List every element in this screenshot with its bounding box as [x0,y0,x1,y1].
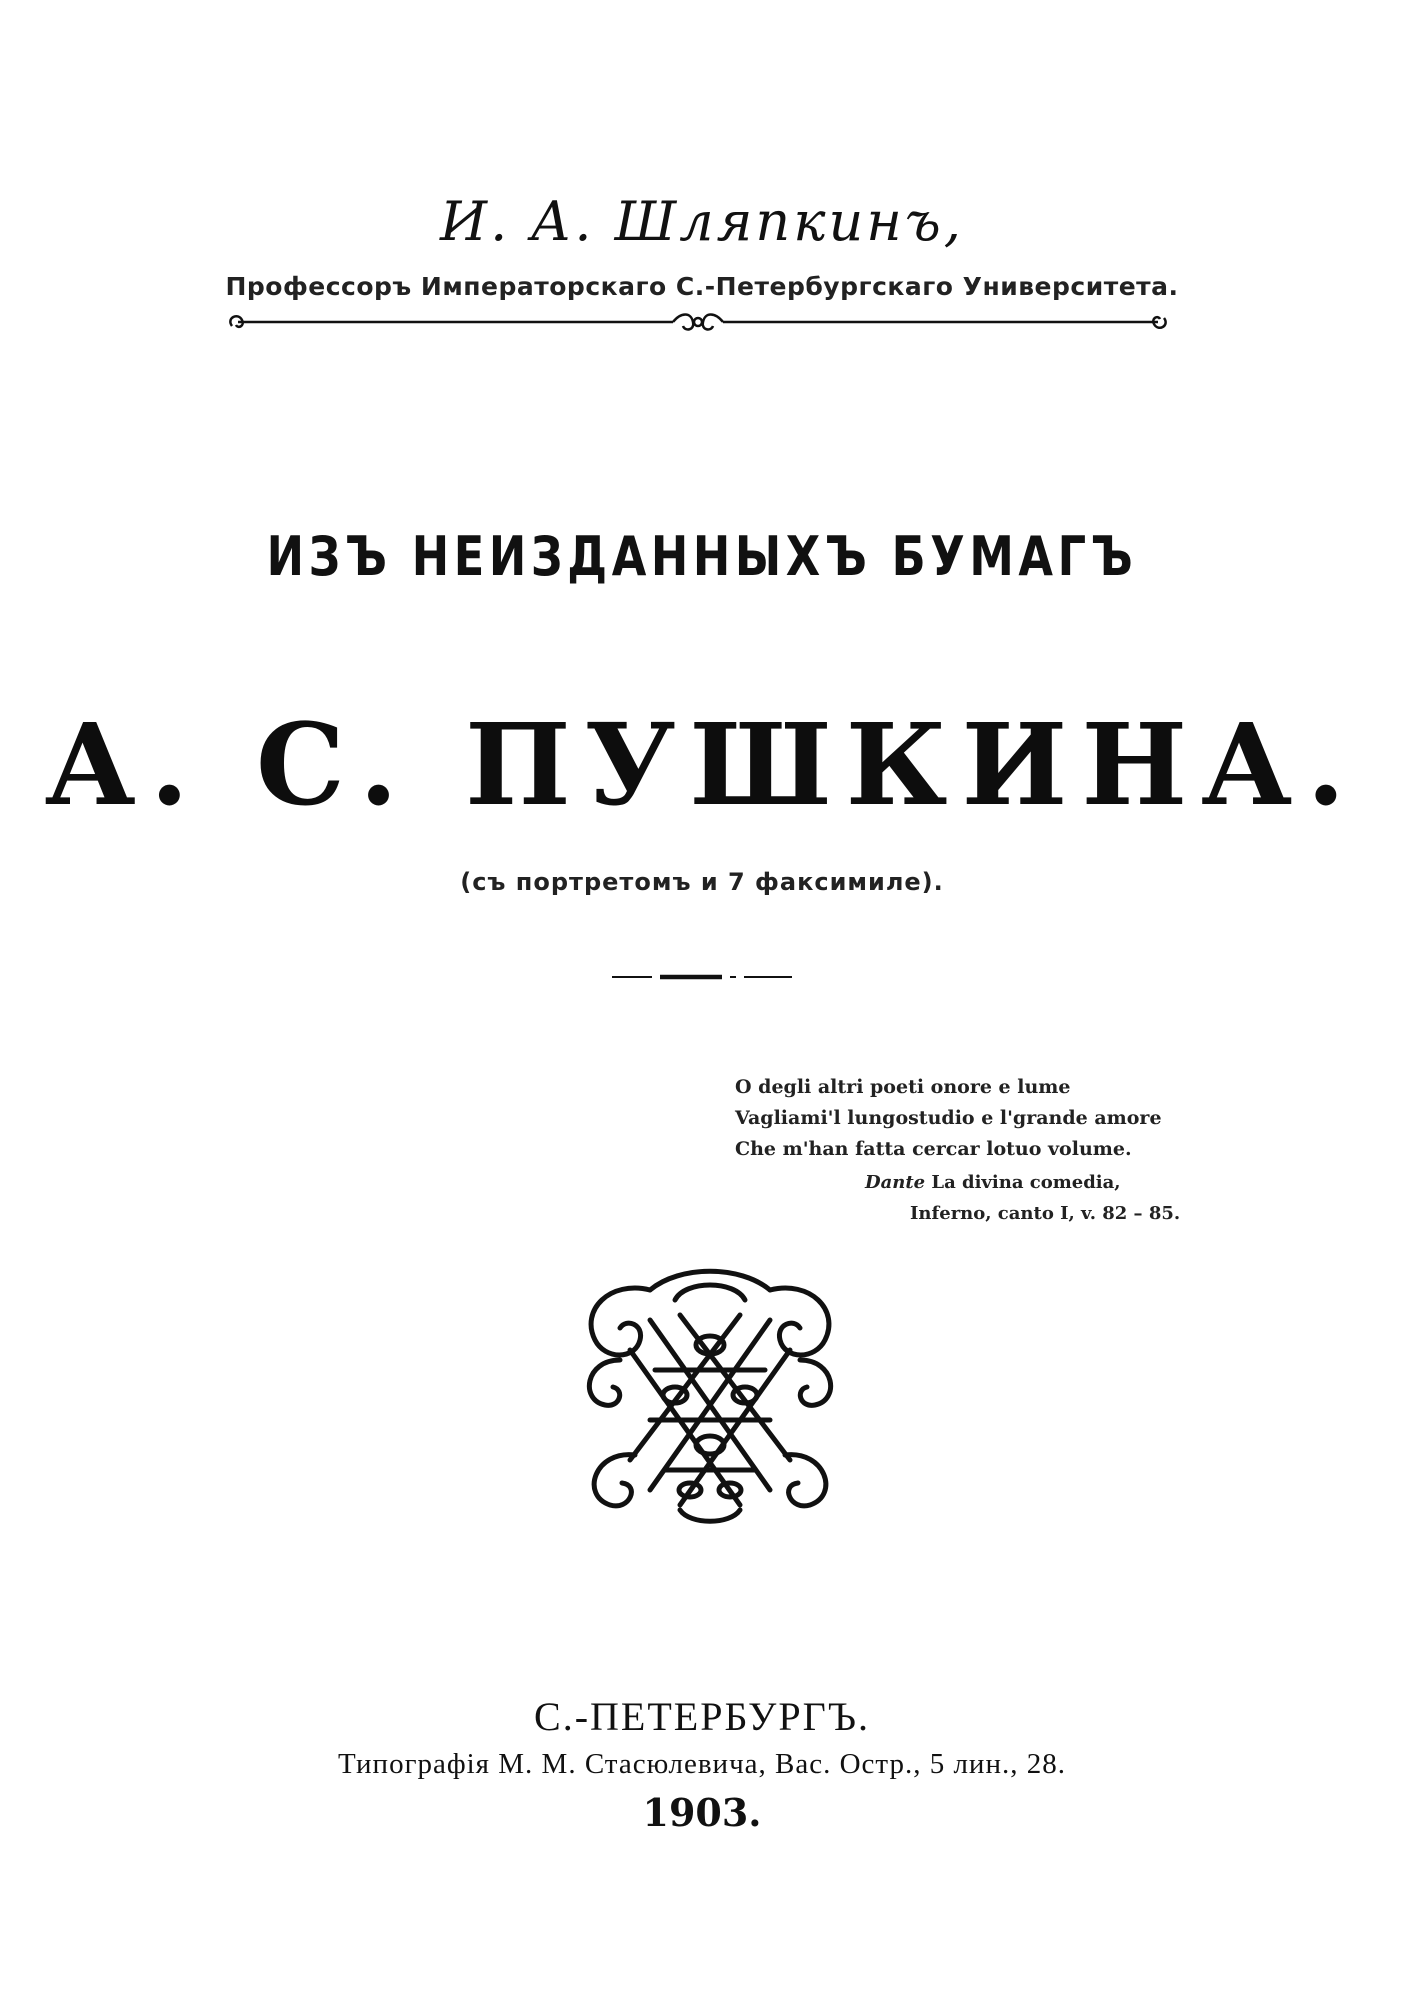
epigraph-line: O degli altri poeti onore e lume [735,1076,1071,1098]
citation-line [865,1167,1205,1198]
imprint-printer: Типографія М. М. Стасюлевича, Вас. Остр., 5 лин., 28. [338,1748,1066,1780]
ornamental-rule [218,306,1178,336]
short-divider [612,972,792,982]
citation-author: Dante [865,1172,926,1193]
imprint-year: 1903. [642,1790,762,1835]
epigraph [735,1072,1235,1165]
book-heading: ИЗЪ НЕИЗДАННЫХЪ БУМАГЪ [266,525,1138,588]
author-name: И. А. Шляпкинъ, [440,190,964,253]
citation-location: Inferno, canto I, v. 82 – 85. [910,1203,1181,1224]
book-subtitle: (съ портретомъ и 7 факсимиле). [460,868,944,896]
citation-work: La divina comedia, [931,1172,1121,1193]
epigraph-line: Vagliami'l lungostudio e l'grande amore [735,1107,1162,1129]
monogram-ornament [580,1260,840,1530]
epigraph-line: Che m'han fatta cercar lotuo volume. [735,1138,1132,1160]
imprint-city: С.-ПЕТЕРБУРГЪ. [534,1694,870,1739]
author-title: Профессоръ Императорскаго С.-Петербургскаго Университета. [225,272,1179,301]
epigraph-citation [865,1167,1205,1229]
book-main-title: А. С. ПУШКИНА. [44,700,1360,831]
